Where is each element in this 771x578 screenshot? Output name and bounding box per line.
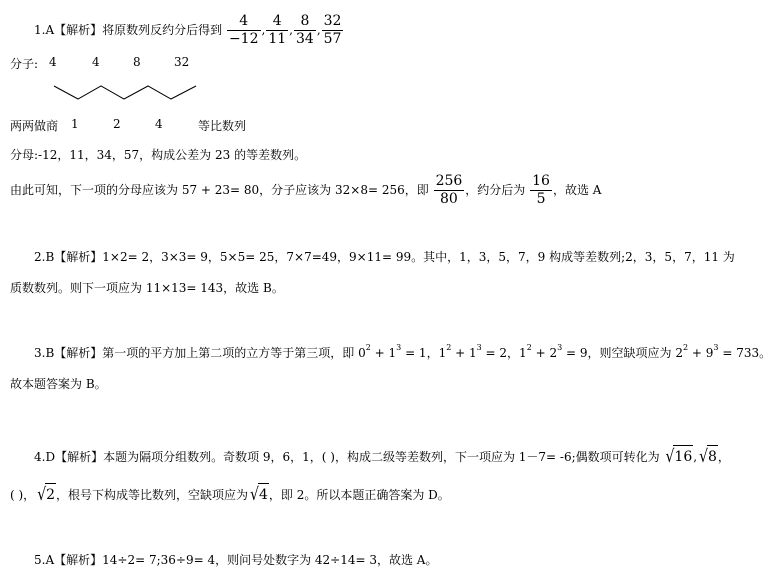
numerator-value: 4: [92, 55, 100, 69]
item2-line1: 2.B【解析】1×2= 2，3×3= 9，5×5= 25，7×7=49，9×11= 99。其中，1，3，5，7，9 构成等差数列;2，3，5，7，11 为: [34, 250, 735, 264]
sqrt-16: √16: [665, 447, 693, 467]
fraction-2: $\frac{4}{11}$: [268, 13, 287, 47]
fraction-4: $\frac{32}{57}$: [323, 13, 342, 47]
quotient-value: 1: [71, 117, 79, 131]
conclusion-mid: ，约分后为: [465, 183, 526, 197]
item4-line1: 4.D【解析】本题为隔项分组数列。奇数项 9，6，1，( )，构成二级等差数列，下一项应为 1－7= -6;偶数项可转化为 √16, √8，: [34, 447, 730, 467]
item5-line1: 5.A【解析】14÷2= 7;36÷9= 4，则问号处数字为 42÷14= 3，故选 A。: [34, 553, 438, 567]
fraction-16-5: $\frac{16}{5}$: [532, 173, 550, 207]
numerator-value: 4: [49, 55, 57, 69]
item2-line2: 质数数列。则下一项应为 11×13= 143，故选 B。: [10, 281, 284, 295]
item1-conclusion: [10, 170, 601, 210]
item3-line2: 故本题答案为 B。: [10, 377, 107, 391]
conclusion-suffix: ，故选 A: [552, 183, 602, 197]
zigzag-line: [54, 86, 196, 99]
denominator-line: 分母:-12，11，34，57，构成公差为 23 的等差数列。: [10, 148, 307, 162]
fraction-1: $\frac{4}{-12}$: [228, 13, 259, 47]
item3-line1: 3.B【解析】第一项的平方加上第二项的立方等于第三项，即 $0^2 + 1^3 = 1$，$1^2 + 1^3 = 2$，$1^2 + 2^3 = 9$，则空缺项应为 $2^2 + 9^3 = 733$。: [34, 343, 771, 360]
quotient-value: 2: [113, 117, 121, 131]
conclusion-prefix: 由此可知，下一项的分母应该为 57 + 23= 80，分子应该为 32×8= 256，即: [10, 183, 429, 197]
sqrt-4: √4: [250, 485, 268, 505]
sqrt-8: √8: [699, 447, 717, 467]
item1-line: 1.A【解析】将原数列反约分后得到 $\frac{4}{-12}$ , $\frac{4}{11}$ , $\frac{8}{34}$ , $\frac{32}{57}$: [34, 13, 342, 47]
fraction-3: $\frac{8}{34}$: [295, 13, 314, 47]
sqrt-2: √2: [37, 485, 56, 505]
item1-prefix: 1.A【解析】将原数列反约分后得到: [34, 23, 223, 37]
quotient-value: 4: [155, 117, 163, 131]
numerator-value: 32: [174, 55, 190, 69]
numerator-value: 8: [133, 55, 141, 69]
quotient-label: 两两做商: [10, 119, 59, 133]
numerator-label: 分子:: [10, 57, 39, 71]
quotient-note: 等比数列: [198, 119, 247, 133]
fraction-256-80: $\frac{256}{80}$: [435, 173, 463, 207]
item4-line2: ( )， √2，根号下构成等比数列，空缺项应为 √4，即 2。所以本题正确答案为 D。: [10, 485, 450, 505]
